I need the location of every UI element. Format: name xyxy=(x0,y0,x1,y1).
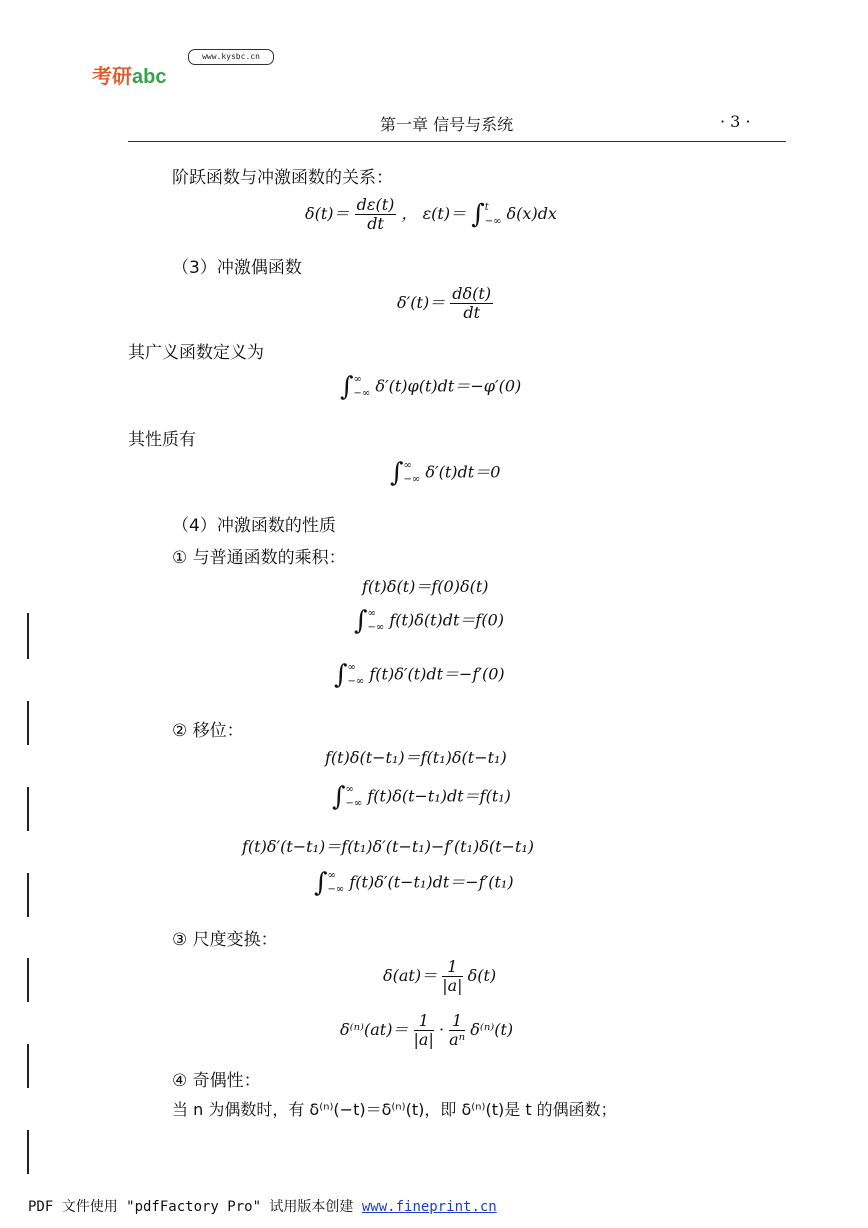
fraction xyxy=(355,196,397,233)
integral-sign: ∫ xyxy=(471,199,485,230)
fraction xyxy=(450,285,493,322)
fraction-num: dε(t) xyxy=(356,195,395,214)
integral-lower: −∞ xyxy=(345,798,363,809)
equation-shift-product: f(t)δ(t−t₁)＝f(t₁)δ(t−t₁) xyxy=(325,748,507,767)
integral-upper: ∞ xyxy=(353,374,362,385)
footer-text: PDF 文件使用 "pdfFactory Pro" 试用版本创建 xyxy=(28,1199,362,1215)
fraction xyxy=(449,1012,465,1049)
integral-sign: ∫ xyxy=(340,372,354,402)
text-line-9: （4）冲激函数的性质 xyxy=(172,516,336,536)
fraction-num: 1 xyxy=(449,1012,465,1031)
eq-part: f(t)δ′(t)dt＝−f′(0) xyxy=(369,664,505,684)
fraction-den: aⁿ xyxy=(449,1030,466,1049)
fraction xyxy=(414,1012,434,1049)
integral-sign: ∫ xyxy=(334,660,348,690)
equation-step-impulse-relation xyxy=(305,196,557,233)
integral-upper: t xyxy=(484,201,489,213)
equation-shift-sifting xyxy=(332,782,511,812)
fraction-num: 1 xyxy=(442,958,462,977)
eq-part: f(t)δ(t)dt＝f(0) xyxy=(389,610,505,630)
equation-shift-doublet-product: f(t)δ′(t−t₁)＝f(t₁)δ′(t−t₁)−f′(t₁)δ(t−t₁) xyxy=(242,837,535,856)
eq-part: · xyxy=(438,1020,450,1039)
fraction-den: |a| xyxy=(413,1030,434,1049)
equation-doublet-sifting xyxy=(334,660,505,690)
eq-part: f(t)δ′(t−t₁)dt＝−f′(t₁) xyxy=(349,872,514,892)
integral-lower: −∞ xyxy=(484,215,502,227)
fraction-den: dt xyxy=(463,303,481,322)
integral-upper: ∞ xyxy=(327,870,336,881)
integral-sign: ∫ xyxy=(390,458,404,488)
logo-url: www.kysbc.cn xyxy=(188,49,274,65)
fraction-num: dδ(t) xyxy=(452,284,492,303)
equation-scaling xyxy=(383,958,496,995)
equation-doublet-definition xyxy=(340,372,521,402)
scan-margin-bar xyxy=(27,873,29,917)
eq-part: δ(x)dx xyxy=(506,204,557,223)
eq-part: δ′(t)φ(t)dt＝−φ′(0) xyxy=(375,376,522,396)
integral-sign: ∫ xyxy=(354,606,368,636)
text-line-5: 其广义函数定义为 xyxy=(128,343,264,363)
scan-margin-bar xyxy=(27,787,29,831)
scan-margin-bar xyxy=(27,1044,29,1088)
fraction-den: |a| xyxy=(442,976,463,995)
eq-part: δ(at)＝ xyxy=(383,966,438,985)
text-line-7: 其性质有 xyxy=(128,430,196,450)
text-line-19: ③ 尺度变换： xyxy=(172,930,278,950)
text-line-3: （3）冲激偶函数 xyxy=(172,258,302,278)
integral-upper: ∞ xyxy=(403,460,412,471)
scan-margin-bar xyxy=(27,958,29,1002)
page-number: · 3 · xyxy=(720,112,751,131)
scan-margin-bar xyxy=(27,613,29,659)
integral-sign: ∫ xyxy=(332,782,346,812)
chapter-title: 第一章 信号与系统 xyxy=(380,115,514,134)
integral-sign: ∫ xyxy=(314,868,328,898)
eq-part: δ′(t)＝ xyxy=(397,293,446,312)
logo-text-cn: 考研 xyxy=(92,66,132,88)
text-line-23: 当 n 为偶数时，有 δ⁽ⁿ⁾(−t)＝δ⁽ⁿ⁾(t)，即 δ⁽ⁿ⁾(t)是 t 的偶函数； xyxy=(172,1100,617,1119)
eq-part: δ(t) xyxy=(467,966,497,985)
scan-margin-bar xyxy=(27,701,29,745)
eq-part: δ⁽ⁿ⁾(at)＝ xyxy=(340,1020,409,1039)
eq-part: δ′(t)dt＝0 xyxy=(425,462,501,482)
text-line-1: 阶跃函数与冲激函数的关系： xyxy=(172,168,393,188)
eq-part: ， ε(t)＝ xyxy=(401,204,467,223)
fraction xyxy=(442,958,462,995)
text-line-10: ① 与普通函数的乘积： xyxy=(172,548,346,568)
site-logo xyxy=(92,60,166,89)
fraction-num: 1 xyxy=(414,1012,434,1031)
scan-margin-bar xyxy=(27,1130,29,1174)
equation-sifting xyxy=(354,606,504,636)
logo-text-en: abc xyxy=(132,66,167,88)
integral-lower: −∞ xyxy=(347,676,365,687)
eq-part: f(t)δ(t−t₁)dt＝f(t₁) xyxy=(367,786,511,806)
pdf-footer xyxy=(28,1196,497,1216)
equation-product: f(t)δ(t)＝f(0)δ(t) xyxy=(362,577,489,596)
integral-lower: −∞ xyxy=(403,474,421,485)
footer-link[interactable]: www.fineprint.cn xyxy=(361,1199,497,1215)
fraction-den: dt xyxy=(367,214,384,233)
eq-part: δ(t)＝ xyxy=(305,204,350,223)
text-line-14: ② 移位： xyxy=(172,721,244,741)
header-rule xyxy=(128,141,786,142)
integral-upper: ∞ xyxy=(347,662,356,673)
eq-part: δ⁽ⁿ⁾(t) xyxy=(470,1020,514,1039)
equation-scaling-derivative xyxy=(340,1012,513,1049)
integral-lower: −∞ xyxy=(327,884,345,895)
equation-shift-doublet-sifting xyxy=(314,868,514,898)
text-line-22: ④ 奇偶性： xyxy=(172,1071,261,1091)
equation-doublet-property xyxy=(390,458,500,488)
integral-upper: ∞ xyxy=(345,784,354,795)
integral-lower: −∞ xyxy=(353,388,371,399)
integral-lower: −∞ xyxy=(367,622,385,633)
integral-upper: ∞ xyxy=(367,608,376,619)
equation-doublet xyxy=(397,285,493,322)
